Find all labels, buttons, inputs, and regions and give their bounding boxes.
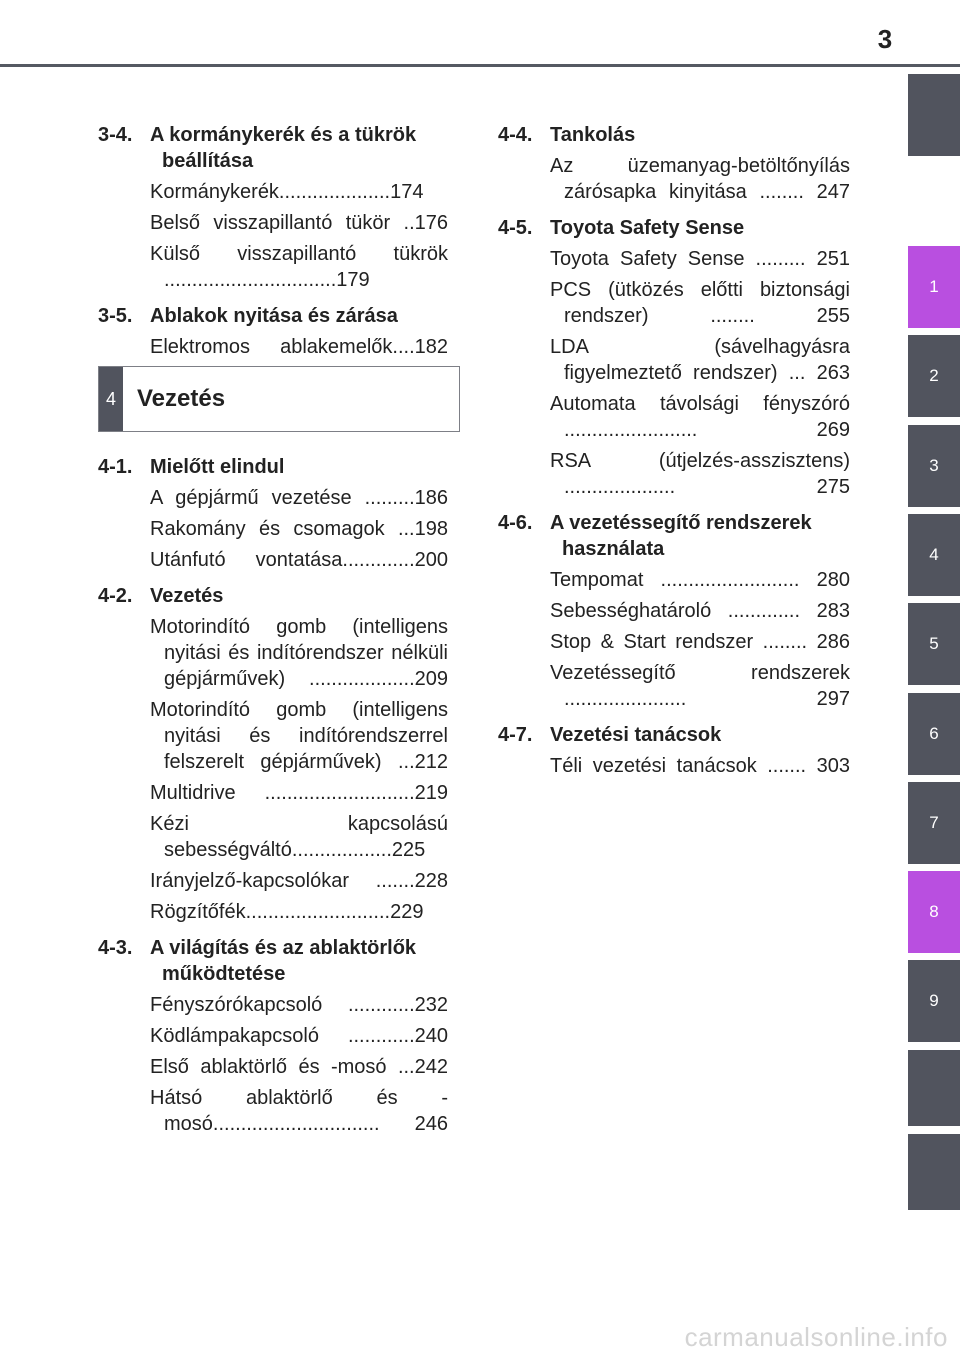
section-title: Mielőtt elindul [150,456,285,478]
toc-entry[interactable]: Motorindító gomb (intelligens nyitási és indítórendszer nélküli gépjárművek) ...................209 [150,616,448,690]
section-title: A kormánykerék és a tükrök beállítása [150,124,417,172]
toc-section [498,215,850,500]
toc-entry[interactable]: Kézi kapcsolású sebességváltó..................225 [150,813,448,861]
toc-section [98,935,448,1137]
toc-entry[interactable]: Automata távolsági fényszóró ........................ 269 [550,393,850,441]
toc-right-column [498,122,850,779]
toc-entry[interactable]: Az üzemanyag-betöltőnyílás zárósapka kinyitása ........ 247 [550,155,850,203]
toc-entry[interactable]: Multidrive ...........................219 [150,782,448,804]
toc-entry[interactable]: Sebességhatároló ............. 283 [550,600,850,622]
toc-section [98,122,448,293]
toc-entry[interactable]: Fényszórókapcsoló ............232 [150,994,448,1016]
toc-entry[interactable]: Rakomány és csomagok ...198 [150,518,448,540]
side-tab-3[interactable]: 3 [908,425,960,507]
side-tab-blank[interactable] [908,1134,960,1210]
toc-entry[interactable]: Irányjelző-kapcsolókar .......228 [150,870,448,892]
toc-entry[interactable]: RSA (útjelzés-asszisztens) .................... 275 [550,450,850,498]
toc-entry[interactable]: Első ablaktörlő és -mosó ...242 [150,1056,448,1078]
chapter-heading-box [98,366,460,432]
toc-entry[interactable]: Stop & Start rendszer ........ 286 [550,631,850,653]
toc-entry[interactable]: Motorindító gomb (intelligens nyitási és indítórendszerrel felszerelt gépjárművek) ...212 [150,699,448,773]
side-tab-4[interactable]: 4 [908,514,960,596]
toc-section [498,722,850,779]
section-title: A vezetéssegítő rendszerek használata [550,512,812,560]
side-tab-9[interactable]: 9 [908,960,960,1042]
toc-section-heading[interactable] [98,583,448,609]
toc-entry[interactable]: Ködlámpakapcsoló ............240 [150,1025,448,1047]
side-tab-7[interactable]: 7 [908,782,960,864]
toc-section [98,303,448,360]
chapter-title: Vezetés [137,385,226,412]
section-title: Tankolás [550,124,636,146]
side-tab-blank[interactable] [908,1050,960,1126]
toc-section [498,122,850,205]
toc-section [98,583,448,925]
section-number: 4-4. [498,124,533,146]
toc-entry[interactable]: Hátsó ablaktörlő és -mosó.............................. 246 [150,1087,448,1135]
section-number: 4-7. [498,724,533,746]
side-tab-1[interactable]: 1 [908,246,960,328]
section-title: Vezetés [150,585,224,607]
toc-section-heading[interactable] [98,935,448,987]
section-number: 3-5. [98,305,133,327]
toc-entry[interactable]: Belső visszapillantó tükör ..176 [150,212,448,234]
toc-section-heading[interactable] [498,722,850,748]
toc-left-column [98,122,448,1137]
toc-section-heading[interactable] [498,510,850,562]
toc-entry[interactable]: PCS (ütközés előtti biztonsági rendszer) ........ 255 [550,279,850,327]
section-title: Vezetési tanácsok [550,724,722,746]
toc-entry[interactable]: Téli vezetési tanácsok ....... 303 [550,755,850,777]
toc-section-heading[interactable] [98,122,448,174]
toc-entry[interactable]: Rögzítőfék..........................229 [150,901,424,923]
toc-section-heading[interactable] [498,215,850,241]
header-rule [0,64,960,67]
toc-entry[interactable]: Utánfutó vontatása.............200 [150,549,448,571]
side-tab-6[interactable]: 6 [908,693,960,775]
section-number: 4-1. [98,456,133,478]
toc-entry[interactable]: Tempomat ......................... 280 [550,569,850,591]
section-number: 4-3. [98,937,133,959]
toc-entry[interactable]: Vezetéssegítő rendszerek ...................... 297 [550,662,850,710]
toc-section-heading[interactable] [498,122,850,148]
side-tab-5[interactable]: 5 [908,603,960,685]
toc-entry[interactable]: A gépjármű vezetése .........186 [150,487,448,509]
toc-entry[interactable]: Külső visszapillantó tükrök ...............................179 [150,243,448,291]
section-title: Ablakok nyitása és zárása [150,305,398,327]
section-title: Toyota Safety Sense [550,217,745,239]
side-tab-2[interactable]: 2 [908,335,960,417]
chapter-number: 4 [99,367,123,431]
section-number: 4-6. [498,512,533,534]
toc-entry[interactable]: Elektromos ablakemelők....182 [150,336,448,358]
toc-section [498,510,850,712]
toc-entry[interactable]: Kormánykerék....................174 [150,181,424,203]
page-number: 3 [877,24,893,54]
toc-entry[interactable]: Toyota Safety Sense ......... 251 [550,248,850,270]
toc-entry[interactable]: LDA (sávelhagyásra figyelmeztető rendszer) ... 263 [550,336,850,384]
section-number: 4-5. [498,217,533,239]
toc-section-heading[interactable] [98,454,448,480]
toc-section-heading[interactable] [98,303,448,329]
side-tab-blank[interactable] [908,74,960,156]
toc-section [98,454,448,573]
section-title: A világítás és az ablaktörlők működtetése [150,937,417,985]
side-tab-8[interactable]: 8 [908,871,960,953]
watermark: carmanualsonline.info [684,1322,948,1352]
section-number: 4-2. [98,585,133,607]
section-number: 3-4. [98,124,133,146]
